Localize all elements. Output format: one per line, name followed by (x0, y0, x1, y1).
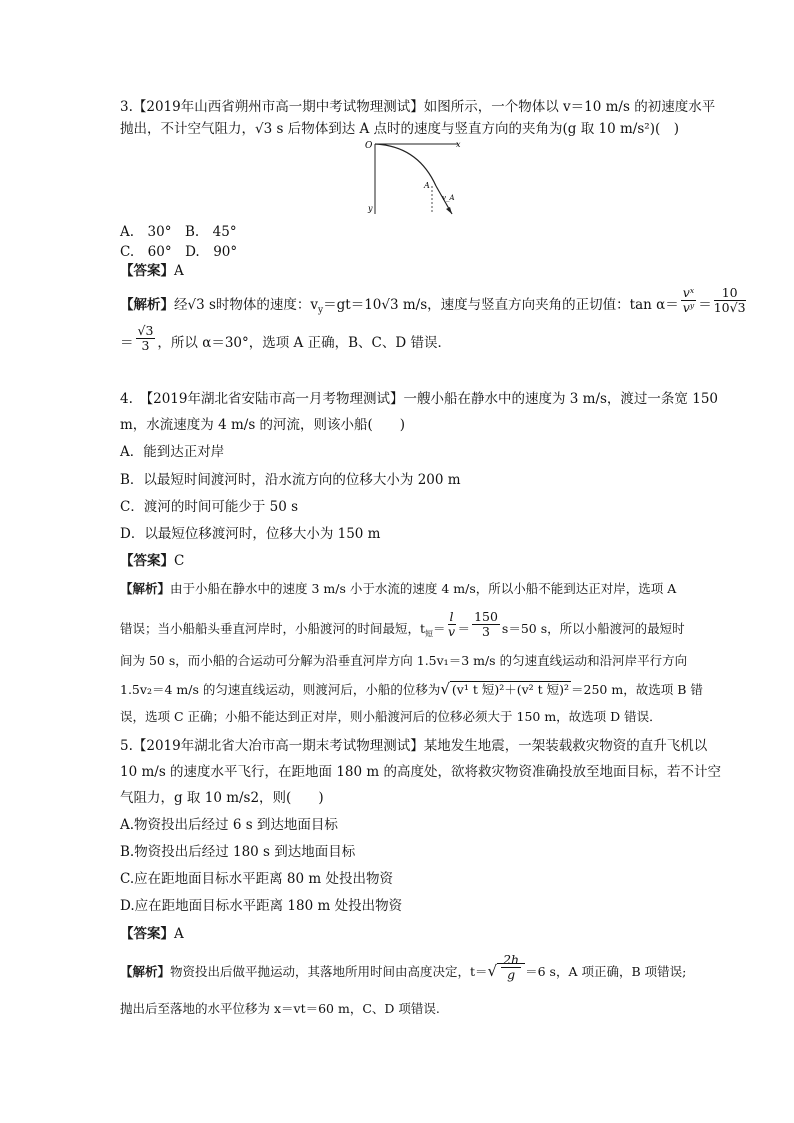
q4-sub-short: 短 (425, 629, 434, 639)
q5-stem-line3: 气阻力，g 取 10 m/s2，则( ) (120, 790, 324, 806)
q3-sol-text3: ，所以 α＝30°，选项 A 正确，B、C、D 错误． (157, 335, 451, 351)
q3-sol-text1: 经√3 s时物体的速度：v (174, 297, 319, 313)
q3-stem-line1: 3.【2019年山西省朔州市高一期中考试物理测试】如图所示，一个物体以 v＝10 m/s 的初速度水平 (120, 99, 716, 115)
q4-option-d: D．以最短位移渡河时，位移大小为 150 m (120, 526, 381, 542)
y-label: y (368, 204, 373, 213)
q3-options-ab: A. 30° B. 45° (120, 224, 237, 240)
q4-answer (120, 552, 184, 570)
q4-solution-line4: 1.5v₂＝4 m/s 的匀速直线运动，则渡河后，小船的位移为√ (v¹ t 短)²＋(v² t 短)² ＝250 m，故选项 B 错 (120, 680, 703, 698)
q5-sol-text2: ＝6 s，A 项正确，B 项错误; (525, 964, 687, 979)
trajectory-curve (375, 144, 436, 186)
answer-tag: 【答案】 (120, 926, 174, 942)
solution-tag: 【解析】 (120, 964, 171, 979)
q4-solution-line5: 误，选项 C 正确；小船不能达到正对岸，则小船渡河后的位移必须大于 150 m，故选项 D 错误． (120, 709, 662, 724)
q5-solution-line2: 抛出后至落地的水平位移为 x＝vt＝60 m，C、D 项错误. (120, 1001, 440, 1016)
q3-stem-part2: s 后物体到达 A 点时的速度与竖直方向的夹角为(g 取 10 m/s²)( ) (272, 121, 679, 137)
x-label: x (456, 140, 461, 149)
q4-solution-line2: 错误；当小船船头垂直河岸时，小船渡河的时间最短，$t_短=$ $\frac{l}{v}$ ＝ $\frac{150}{3}$ s＝50 s，所以小船渡河的最短时 (120, 609, 685, 639)
q4-sol-text4: 1.5v₂＝4 m/s 的匀速直线运动，则渡河后，小船的位移为 (120, 682, 441, 697)
answer-tag: 【答案】 (120, 263, 174, 279)
answer-tag: 【答案】 (120, 553, 174, 569)
q5-frac-2h-g: $\frac{2h}{g}$ (503, 952, 520, 982)
solution-tag: 【解析】 (120, 581, 171, 596)
q3-sqrt3: √3 (255, 121, 273, 137)
q4-frac-150-3: $\frac{150}{3}$ (474, 609, 498, 639)
q3-answer (120, 262, 184, 280)
origin-label: O (365, 141, 373, 151)
q3-frac-sqrt3-3: $\frac{√3}{3}$ (137, 323, 154, 353)
point-a-label: A (424, 181, 430, 190)
velocity-arrowhead (446, 207, 452, 214)
q3-sol-text2: ＝gt＝10√3 m/s，速度与竖直方向夹角的正切值：tan α＝ (323, 297, 679, 313)
q4-sol-text3: s＝50 s，所以小船渡河的最短时 (501, 621, 685, 636)
q3-frac-10-over: $\frac{10}{10√3}$ (713, 285, 746, 315)
q4-stem-line1: 4. 【2019年湖北省安陆市高一月考物理测试】一艘小船在静水中的速度为 3 m/s，渡过一条宽 150 (120, 391, 718, 407)
q4-sol-text1: 由于小船在静水中的速度 3 m/s 小于水流的速度 4 m/s，所以小船不能到达正对岸，选项 A (170, 581, 677, 596)
q4-option-c: C．渡河的时间可能少于 50 s (120, 499, 299, 515)
velocity-label: v_A (442, 194, 455, 202)
q4-sqrt-expression: (v¹ t 短)²＋(v² t 短)² (451, 682, 570, 697)
q3-options-cd: C. 60° D. 90° (120, 244, 238, 260)
q5-option-b: B.物资投出后经过 180 s 到达地面目标 (120, 844, 356, 860)
q3-trajectory-figure (360, 136, 470, 216)
answer-value: A (174, 926, 184, 942)
q3-solution-line1: 【解析】经√3 s时物体的速度：$v_y=gt=10√3$ m/s，速度与竖直方向夹角的正切值：tan α＝ $\frac{\text{vˣ}}{\text{vʸ}}$ ＝ $\frac{10}{10√3}$ (120, 285, 746, 316)
q3-frac-vx-vy: $\frac{\text{vˣ}}{\text{vʸ}}$ (682, 285, 695, 315)
q4-option-a: A．能到达正对岸 (120, 444, 225, 460)
q4-stem-line2: m，水流速度为 4 m/s 的河流，则该小船( ) (120, 417, 406, 433)
q5-solution-line1: 【解析】物资投出后做平抛运动，其落地所用时间由高度决定，t＝√ $\frac{2h}{g}$ ＝6 s，A 项正确，B 项错误; (120, 952, 687, 982)
solution-tag: 【解析】 (120, 297, 174, 313)
q4-option-b: B．以最短时间渡河时，沿水流方向的位移大小为 200 m (120, 472, 461, 488)
q3-stem-part1: 抛出，不计空气阻力， (120, 121, 255, 137)
q4-frac-l-v: $\frac{l}{v}$ (448, 609, 456, 639)
q5-sol-text1: 物资投出后做平抛运动，其落地所用时间由高度决定，t＝ (170, 964, 488, 979)
q5-option-c: C.应在距地面目标水平距离 80 m 处投出物资 (120, 871, 393, 887)
q3-solution-line2: ＝ $\frac{√3}{3}$ ，所以 α＝30°，选项 A 正确，B、C、D 错误． (120, 323, 451, 353)
q5-answer (120, 925, 184, 943)
q4-sol-text2: 错误；当小船船头垂直河岸时，小船渡河的时间最短，t (120, 621, 426, 636)
q5-option-d: D.应在距地面目标水平距离 180 m 处投出物资 (120, 898, 403, 914)
q5-stem-line1: 5.【2019年湖北省大冶市高一期末考试物理测试】某地发生地震，一架装载救灾物资的直升飞机以 (120, 738, 708, 754)
q4-solution-line3: 间为 50 s，而小船的合运动可分解为沿垂直河岸方向 1.5v₁＝3 m/s 的匀速直线运动和沿河岸平行方向 (120, 653, 688, 668)
answer-value: A (174, 263, 184, 279)
q5-option-a: A.物资投出后经过 6 s 到达地面目标 (120, 817, 338, 833)
q5-stem-line2: 10 m/s 的速度水平飞行，在距地面 180 m 的高度处，欲将救灾物资准确投放至地面目标，若不计空 (120, 764, 721, 780)
answer-value: C (174, 553, 185, 569)
q4-sol-text5: ＝250 m，故选项 B 错 (571, 682, 703, 697)
q4-solution-line1 (120, 580, 676, 598)
